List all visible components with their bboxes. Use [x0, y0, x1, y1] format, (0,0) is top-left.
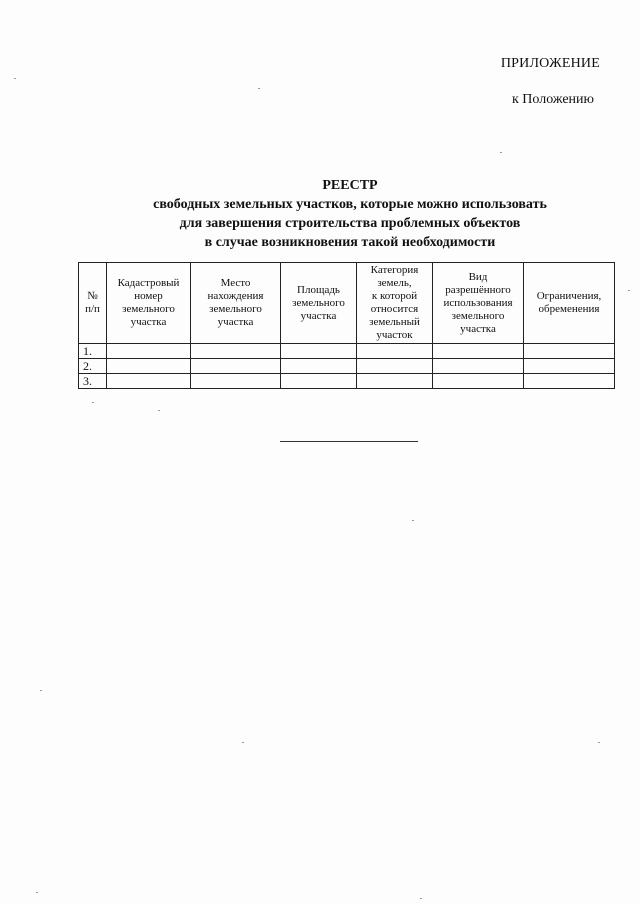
column-header-line: Кадастровый — [117, 277, 180, 289]
column-header-line: земельного — [122, 303, 175, 315]
scan-speck — [420, 898, 422, 899]
end-divider — [280, 441, 418, 442]
table-cell — [433, 374, 524, 389]
column-header-line: земель, — [377, 277, 412, 289]
scan-speck — [14, 78, 16, 79]
table-row — [79, 344, 615, 359]
table-cell — [357, 359, 433, 374]
annex-label: ПРИЛОЖЕНИЕ — [500, 56, 600, 71]
column-header-line: Категория — [370, 264, 419, 276]
table-cell — [357, 374, 433, 389]
column-header-line: земельного — [209, 303, 262, 315]
column-header-line: п/п — [85, 303, 100, 315]
column-header-line: Площадь — [297, 283, 340, 296]
scan-speck — [242, 742, 244, 743]
column-header — [107, 263, 191, 344]
scan-speck — [158, 410, 160, 411]
column-header-line: разрешённого — [445, 283, 511, 296]
table-cell — [107, 374, 191, 389]
column-header — [357, 263, 433, 344]
table-cell — [281, 344, 357, 359]
column-header-line: Ограничения, — [536, 290, 602, 302]
column-header — [191, 263, 281, 344]
annex-reference: к Положению — [511, 92, 594, 107]
column-header-line: обременения — [538, 303, 600, 315]
table-cell — [281, 374, 357, 389]
row-number-cell: 2. — [79, 359, 107, 374]
column-header — [79, 263, 107, 344]
table-cell — [433, 359, 524, 374]
column-header-line: к которой — [371, 290, 418, 302]
table-cell — [524, 359, 615, 374]
table-body — [79, 344, 615, 389]
scan-speck — [628, 290, 630, 291]
column-header-line: № — [87, 290, 98, 302]
table-header-row — [79, 263, 615, 344]
row-number-cell: 3. — [79, 374, 107, 389]
table-cell — [281, 359, 357, 374]
table-cell — [107, 359, 191, 374]
column-header — [524, 263, 615, 344]
title-line-2: свободных земельных участков, которые можно использовать — [153, 197, 547, 212]
title-line-4: в случае возникновения такой необходимости — [204, 235, 496, 250]
scan-speck — [598, 742, 600, 743]
column-header-line: относится — [370, 303, 419, 315]
scan-speck — [500, 152, 502, 153]
column-header-line: участка — [300, 309, 337, 322]
column-header-line: земельного — [451, 309, 505, 322]
column-header-line: Место — [220, 277, 251, 289]
table-cell — [524, 344, 615, 359]
column-header-line: номер — [134, 290, 163, 302]
title-line-3: для завершения строительства проблемных объектов — [179, 216, 521, 231]
table-cell — [357, 344, 433, 359]
title-line-1: РЕЕСТР — [322, 178, 378, 193]
table-cell — [191, 344, 281, 359]
table-cell — [524, 374, 615, 389]
column-header-line: участка — [217, 316, 254, 328]
scan-speck — [412, 520, 414, 521]
scan-speck — [40, 690, 42, 691]
scan-speck — [258, 88, 260, 89]
column-header-line: участка — [460, 322, 496, 335]
column-header — [433, 263, 524, 344]
column-header-line: земельный — [369, 316, 420, 328]
column-header — [281, 263, 357, 344]
column-header-line: Вид — [468, 270, 488, 283]
table-row — [79, 359, 615, 374]
row-number-cell: 1. — [79, 344, 107, 359]
scan-speck — [36, 892, 38, 893]
registry-table — [78, 262, 615, 389]
table-cell — [191, 359, 281, 374]
document-title — [0, 176, 640, 252]
column-header-line: использования — [443, 296, 513, 309]
column-header-line: нахождения — [207, 290, 264, 302]
column-header-line: земельного — [292, 296, 345, 309]
table-cell — [107, 344, 191, 359]
column-header-line: участок — [376, 329, 413, 341]
table-cell — [433, 344, 524, 359]
column-header-line: участка — [130, 316, 167, 328]
table-row — [79, 374, 615, 389]
scan-speck — [92, 402, 94, 403]
table-cell — [191, 374, 281, 389]
